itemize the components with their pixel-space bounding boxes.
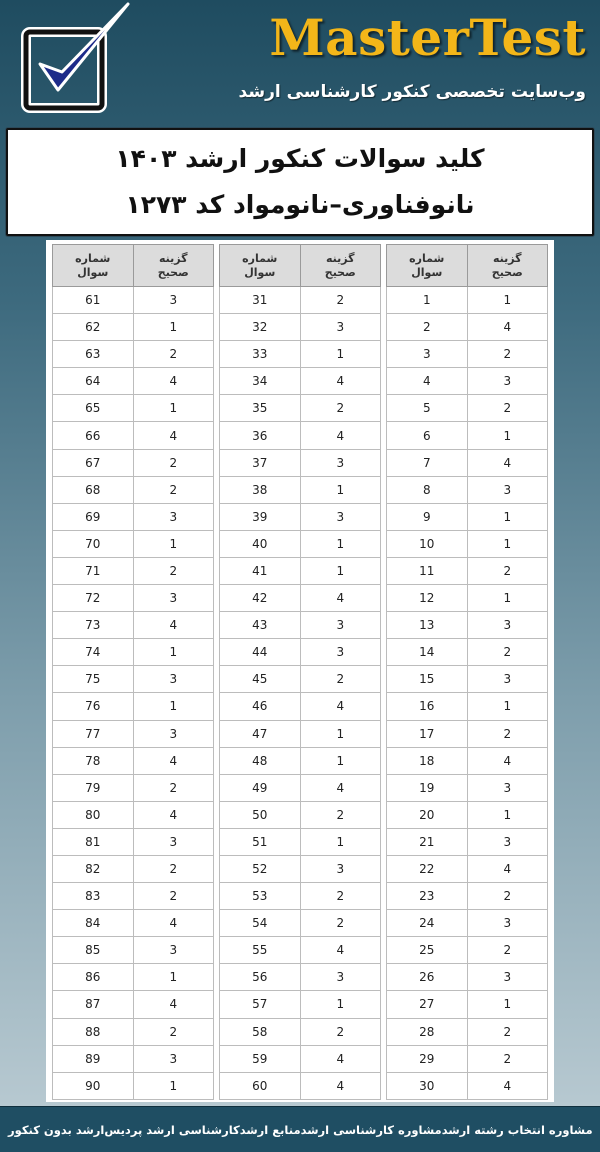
table-row xyxy=(220,530,381,557)
table-row xyxy=(387,937,548,964)
table-row xyxy=(387,855,548,882)
table-row xyxy=(220,910,381,937)
header-question-number: شماره سوال xyxy=(220,245,301,287)
header xyxy=(0,0,600,126)
correct-answer-cell: 3 xyxy=(467,666,547,693)
correct-answer-cell: 4 xyxy=(467,449,547,476)
correct-answer-cell: 3 xyxy=(300,503,380,530)
question-number-cell: 65 xyxy=(53,395,134,422)
table-row xyxy=(53,964,214,991)
table-row xyxy=(220,1072,381,1099)
table-row xyxy=(220,855,381,882)
table-row xyxy=(53,314,214,341)
footer-link-resources[interactable]: منابع ارشد xyxy=(239,1122,301,1137)
table-row xyxy=(387,368,548,395)
table-row xyxy=(387,747,548,774)
question-number-cell: 35 xyxy=(220,395,301,422)
table-row xyxy=(387,666,548,693)
correct-answer-cell: 3 xyxy=(300,612,380,639)
correct-answer-cell: 1 xyxy=(133,314,213,341)
question-number-cell: 7 xyxy=(387,449,468,476)
correct-answer-cell: 4 xyxy=(467,314,547,341)
footer-nav xyxy=(0,1106,600,1152)
correct-answer-cell: 4 xyxy=(300,1045,380,1072)
correct-answer-cell: 4 xyxy=(300,693,380,720)
table-row xyxy=(387,612,548,639)
checkbox-check-icon xyxy=(18,2,134,114)
correct-answer-cell: 3 xyxy=(133,585,213,612)
page-subtitle: نانوفناوری–نانومواد کد ۱۲۷۳ xyxy=(125,190,475,219)
table-header-row xyxy=(387,245,548,287)
correct-answer-cell: 4 xyxy=(467,855,547,882)
question-number-cell: 34 xyxy=(220,368,301,395)
table-row xyxy=(220,422,381,449)
correct-answer-cell: 1 xyxy=(467,530,547,557)
table-row xyxy=(387,395,548,422)
question-number-cell: 59 xyxy=(220,1045,301,1072)
table-row xyxy=(53,503,214,530)
correct-answer-cell: 1 xyxy=(133,530,213,557)
table-row xyxy=(53,612,214,639)
correct-answer-cell: 4 xyxy=(300,585,380,612)
table-row xyxy=(53,341,214,368)
question-number-cell: 30 xyxy=(387,1072,468,1099)
table-row xyxy=(53,828,214,855)
correct-answer-cell: 3 xyxy=(300,964,380,991)
table-row xyxy=(220,368,381,395)
table-row xyxy=(387,1072,548,1099)
correct-answer-cell: 4 xyxy=(300,368,380,395)
table-row xyxy=(387,639,548,666)
correct-answer-cell: 1 xyxy=(300,747,380,774)
table-row xyxy=(220,476,381,503)
question-number-cell: 79 xyxy=(53,774,134,801)
correct-answer-cell: 3 xyxy=(467,612,547,639)
correct-answer-cell: 3 xyxy=(133,666,213,693)
question-number-cell: 90 xyxy=(53,1072,134,1099)
question-number-cell: 83 xyxy=(53,883,134,910)
question-number-cell: 84 xyxy=(53,910,134,937)
correct-answer-cell: 4 xyxy=(133,612,213,639)
question-number-cell: 70 xyxy=(53,530,134,557)
table-row xyxy=(220,612,381,639)
question-number-cell: 41 xyxy=(220,557,301,584)
question-number-cell: 54 xyxy=(220,910,301,937)
table-row xyxy=(53,557,214,584)
question-number-cell: 23 xyxy=(387,883,468,910)
question-number-cell: 85 xyxy=(53,937,134,964)
question-number-cell: 67 xyxy=(53,449,134,476)
question-number-cell: 47 xyxy=(220,720,301,747)
question-number-cell: 62 xyxy=(53,314,134,341)
question-number-cell: 12 xyxy=(387,585,468,612)
footer-link-field-selection[interactable]: مشاوره انتخاب رشته ارشد xyxy=(441,1122,593,1137)
table-row xyxy=(53,287,214,314)
correct-answer-cell: 1 xyxy=(300,476,380,503)
correct-answer-cell: 2 xyxy=(133,341,213,368)
question-number-cell: 16 xyxy=(387,693,468,720)
correct-answer-cell: 2 xyxy=(133,476,213,503)
question-number-cell: 88 xyxy=(53,1018,134,1045)
question-number-cell: 40 xyxy=(220,530,301,557)
question-number-cell: 8 xyxy=(387,476,468,503)
table-row xyxy=(220,287,381,314)
correct-answer-cell: 4 xyxy=(133,991,213,1018)
question-number-cell: 74 xyxy=(53,639,134,666)
question-number-cell: 87 xyxy=(53,991,134,1018)
question-number-cell: 78 xyxy=(53,747,134,774)
correct-answer-cell: 4 xyxy=(467,1072,547,1099)
question-number-cell: 50 xyxy=(220,801,301,828)
table-row xyxy=(53,449,214,476)
question-number-cell: 28 xyxy=(387,1018,468,1045)
question-number-cell: 17 xyxy=(387,720,468,747)
table-row xyxy=(53,639,214,666)
correct-answer-cell: 4 xyxy=(133,910,213,937)
correct-answer-cell: 4 xyxy=(467,747,547,774)
question-number-cell: 22 xyxy=(387,855,468,882)
question-number-cell: 63 xyxy=(53,341,134,368)
table-row xyxy=(53,530,214,557)
table-row xyxy=(387,774,548,801)
question-number-cell: 2 xyxy=(387,314,468,341)
footer-link-pardis[interactable]: کارشناسی ارشد پردیس xyxy=(104,1122,240,1137)
table-row xyxy=(53,368,214,395)
table-row xyxy=(220,720,381,747)
table-row xyxy=(53,774,214,801)
table-row xyxy=(387,422,548,449)
question-number-cell: 25 xyxy=(387,937,468,964)
question-number-cell: 42 xyxy=(220,585,301,612)
correct-answer-cell: 4 xyxy=(300,1072,380,1099)
correct-answer-cell: 2 xyxy=(467,639,547,666)
correct-answer-cell: 3 xyxy=(133,828,213,855)
question-number-cell: 31 xyxy=(220,287,301,314)
correct-answer-cell: 1 xyxy=(467,503,547,530)
correct-answer-cell: 1 xyxy=(300,341,380,368)
question-number-cell: 68 xyxy=(53,476,134,503)
table-row xyxy=(387,530,548,557)
table-row xyxy=(387,964,548,991)
correct-answer-cell: 1 xyxy=(300,991,380,1018)
question-number-cell: 81 xyxy=(53,828,134,855)
question-number-cell: 36 xyxy=(220,422,301,449)
table-row xyxy=(53,883,214,910)
correct-answer-cell: 2 xyxy=(467,341,547,368)
correct-answer-cell: 3 xyxy=(300,855,380,882)
table-row xyxy=(220,639,381,666)
question-number-cell: 21 xyxy=(387,828,468,855)
table-row xyxy=(387,287,548,314)
correct-answer-cell: 1 xyxy=(300,557,380,584)
question-number-cell: 5 xyxy=(387,395,468,422)
question-number-cell: 19 xyxy=(387,774,468,801)
table-row xyxy=(220,774,381,801)
table-row xyxy=(220,801,381,828)
table-row xyxy=(53,855,214,882)
tagline: وب‌سایت تخصصی کنکور کارشناسی ارشد xyxy=(238,82,586,102)
table-row xyxy=(220,314,381,341)
correct-answer-cell: 2 xyxy=(467,557,547,584)
question-number-cell: 44 xyxy=(220,639,301,666)
question-number-cell: 48 xyxy=(220,747,301,774)
question-number-cell: 26 xyxy=(387,964,468,991)
correct-answer-cell: 3 xyxy=(467,964,547,991)
table-row xyxy=(53,422,214,449)
table-row xyxy=(387,314,548,341)
question-number-cell: 60 xyxy=(220,1072,301,1099)
table-row xyxy=(53,937,214,964)
table-row xyxy=(220,449,381,476)
correct-answer-cell: 4 xyxy=(133,368,213,395)
table-header-row xyxy=(220,245,381,287)
correct-answer-cell: 1 xyxy=(133,395,213,422)
correct-answer-cell: 1 xyxy=(467,287,547,314)
header-question-number: شماره سوال xyxy=(387,245,468,287)
header-correct-answer: گزینه صحیح xyxy=(300,245,380,287)
question-number-cell: 38 xyxy=(220,476,301,503)
question-number-cell: 58 xyxy=(220,1018,301,1045)
title-box xyxy=(6,128,594,236)
question-number-cell: 32 xyxy=(220,314,301,341)
correct-answer-cell: 3 xyxy=(133,1045,213,1072)
question-number-cell: 53 xyxy=(220,883,301,910)
answer-table-3 xyxy=(52,244,214,1100)
question-number-cell: 43 xyxy=(220,612,301,639)
correct-answer-cell: 3 xyxy=(467,368,547,395)
table-row xyxy=(220,557,381,584)
correct-answer-cell: 2 xyxy=(133,774,213,801)
correct-answer-cell: 2 xyxy=(300,666,380,693)
table-row xyxy=(387,1045,548,1072)
correct-answer-cell: 1 xyxy=(133,693,213,720)
correct-answer-cell: 2 xyxy=(133,883,213,910)
correct-answer-cell: 3 xyxy=(467,476,547,503)
correct-answer-cell: 2 xyxy=(133,557,213,584)
table-row xyxy=(387,828,548,855)
correct-answer-cell: 2 xyxy=(300,801,380,828)
question-number-cell: 49 xyxy=(220,774,301,801)
table-row xyxy=(220,585,381,612)
question-number-cell: 14 xyxy=(387,639,468,666)
question-number-cell: 13 xyxy=(387,612,468,639)
question-number-cell: 72 xyxy=(53,585,134,612)
table-row xyxy=(220,747,381,774)
correct-answer-cell: 2 xyxy=(467,1045,547,1072)
answer-key-tables xyxy=(46,240,554,1102)
table-row xyxy=(387,910,548,937)
correct-answer-cell: 1 xyxy=(467,991,547,1018)
correct-answer-cell: 1 xyxy=(467,693,547,720)
table-row xyxy=(220,964,381,991)
question-number-cell: 33 xyxy=(220,341,301,368)
table-row xyxy=(387,991,548,1018)
question-number-cell: 77 xyxy=(53,720,134,747)
correct-answer-cell: 3 xyxy=(133,937,213,964)
correct-answer-cell: 2 xyxy=(300,883,380,910)
question-number-cell: 9 xyxy=(387,503,468,530)
question-number-cell: 57 xyxy=(220,991,301,1018)
table-row xyxy=(53,666,214,693)
correct-answer-cell: 2 xyxy=(300,910,380,937)
table-header-row xyxy=(53,245,214,287)
correct-answer-cell: 2 xyxy=(300,287,380,314)
table-row xyxy=(387,476,548,503)
answer-table-1 xyxy=(386,244,548,1100)
correct-answer-cell: 2 xyxy=(133,855,213,882)
table-row xyxy=(53,1045,214,1072)
question-number-cell: 73 xyxy=(53,612,134,639)
correct-answer-cell: 3 xyxy=(467,828,547,855)
table-row xyxy=(220,503,381,530)
table-row xyxy=(220,693,381,720)
question-number-cell: 1 xyxy=(387,287,468,314)
question-number-cell: 27 xyxy=(387,991,468,1018)
correct-answer-cell: 1 xyxy=(300,828,380,855)
table-row xyxy=(53,801,214,828)
correct-answer-cell: 3 xyxy=(467,910,547,937)
table-row xyxy=(53,1018,214,1045)
correct-answer-cell: 3 xyxy=(467,774,547,801)
correct-answer-cell: 2 xyxy=(133,449,213,476)
table-row xyxy=(53,991,214,1018)
question-number-cell: 66 xyxy=(53,422,134,449)
correct-answer-cell: 2 xyxy=(133,1018,213,1045)
question-number-cell: 11 xyxy=(387,557,468,584)
question-number-cell: 55 xyxy=(220,937,301,964)
correct-answer-cell: 1 xyxy=(133,1072,213,1099)
question-number-cell: 89 xyxy=(53,1045,134,1072)
table-row xyxy=(53,693,214,720)
table-row xyxy=(387,585,548,612)
correct-answer-cell: 3 xyxy=(300,314,380,341)
correct-answer-cell: 3 xyxy=(133,503,213,530)
correct-answer-cell: 2 xyxy=(467,720,547,747)
table-row xyxy=(387,341,548,368)
table-row xyxy=(53,910,214,937)
table-row xyxy=(220,1045,381,1072)
table-row xyxy=(220,666,381,693)
correct-answer-cell: 4 xyxy=(133,422,213,449)
correct-answer-cell: 3 xyxy=(300,449,380,476)
table-row xyxy=(53,476,214,503)
correct-answer-cell: 2 xyxy=(467,395,547,422)
question-number-cell: 39 xyxy=(220,503,301,530)
header-correct-answer: گزینه صحیح xyxy=(467,245,547,287)
table-row xyxy=(53,720,214,747)
table-row xyxy=(220,937,381,964)
question-number-cell: 69 xyxy=(53,503,134,530)
table-row xyxy=(387,720,548,747)
question-number-cell: 82 xyxy=(53,855,134,882)
correct-answer-cell: 1 xyxy=(300,530,380,557)
correct-answer-cell: 3 xyxy=(133,720,213,747)
question-number-cell: 86 xyxy=(53,964,134,991)
question-number-cell: 20 xyxy=(387,801,468,828)
correct-answer-cell: 1 xyxy=(300,720,380,747)
question-number-cell: 37 xyxy=(220,449,301,476)
footer-link-no-exam[interactable]: ارشد بدون کنکور xyxy=(8,1122,105,1137)
question-number-cell: 64 xyxy=(53,368,134,395)
table-row xyxy=(387,449,548,476)
page-title: کلید سوالات کنکور ارشد ۱۴۰۳ xyxy=(115,144,485,173)
correct-answer-cell: 1 xyxy=(133,964,213,991)
question-number-cell: 3 xyxy=(387,341,468,368)
table-row xyxy=(387,503,548,530)
correct-answer-cell: 2 xyxy=(467,1018,547,1045)
question-number-cell: 56 xyxy=(220,964,301,991)
correct-answer-cell: 2 xyxy=(467,883,547,910)
table-row xyxy=(220,395,381,422)
correct-answer-cell: 4 xyxy=(300,422,380,449)
question-number-cell: 46 xyxy=(220,693,301,720)
correct-answer-cell: 1 xyxy=(467,422,547,449)
brand-title: MasterTest xyxy=(269,8,586,67)
answer-table-2 xyxy=(219,244,381,1100)
question-number-cell: 52 xyxy=(220,855,301,882)
table-row xyxy=(53,1072,214,1099)
header-question-number: شماره سوال xyxy=(53,245,134,287)
correct-answer-cell: 2 xyxy=(300,1018,380,1045)
table-row xyxy=(220,1018,381,1045)
table-row xyxy=(53,395,214,422)
question-number-cell: 10 xyxy=(387,530,468,557)
table-row xyxy=(53,585,214,612)
correct-answer-cell: 4 xyxy=(133,747,213,774)
table-row xyxy=(220,991,381,1018)
footer-link-consulting[interactable]: مشاوره کارشناسی ارشد xyxy=(300,1122,442,1137)
question-number-cell: 24 xyxy=(387,910,468,937)
table-row xyxy=(387,801,548,828)
header-correct-answer: گزینه صحیح xyxy=(133,245,213,287)
table-row xyxy=(220,828,381,855)
table-row xyxy=(220,883,381,910)
table-row xyxy=(387,883,548,910)
correct-answer-cell: 3 xyxy=(300,639,380,666)
question-number-cell: 75 xyxy=(53,666,134,693)
table-row xyxy=(387,693,548,720)
question-number-cell: 18 xyxy=(387,747,468,774)
correct-answer-cell: 1 xyxy=(467,801,547,828)
question-number-cell: 61 xyxy=(53,287,134,314)
correct-answer-cell: 4 xyxy=(300,937,380,964)
question-number-cell: 71 xyxy=(53,557,134,584)
correct-answer-cell: 2 xyxy=(467,937,547,964)
correct-answer-cell: 2 xyxy=(300,395,380,422)
question-number-cell: 51 xyxy=(220,828,301,855)
question-number-cell: 29 xyxy=(387,1045,468,1072)
question-number-cell: 15 xyxy=(387,666,468,693)
correct-answer-cell: 1 xyxy=(467,585,547,612)
table-row xyxy=(53,747,214,774)
question-number-cell: 45 xyxy=(220,666,301,693)
question-number-cell: 4 xyxy=(387,368,468,395)
correct-answer-cell: 4 xyxy=(300,774,380,801)
correct-answer-cell: 4 xyxy=(133,801,213,828)
table-row xyxy=(387,557,548,584)
question-number-cell: 80 xyxy=(53,801,134,828)
correct-answer-cell: 1 xyxy=(133,639,213,666)
question-number-cell: 76 xyxy=(53,693,134,720)
correct-answer-cell: 3 xyxy=(133,287,213,314)
question-number-cell: 6 xyxy=(387,422,468,449)
table-row xyxy=(387,1018,548,1045)
table-row xyxy=(220,341,381,368)
